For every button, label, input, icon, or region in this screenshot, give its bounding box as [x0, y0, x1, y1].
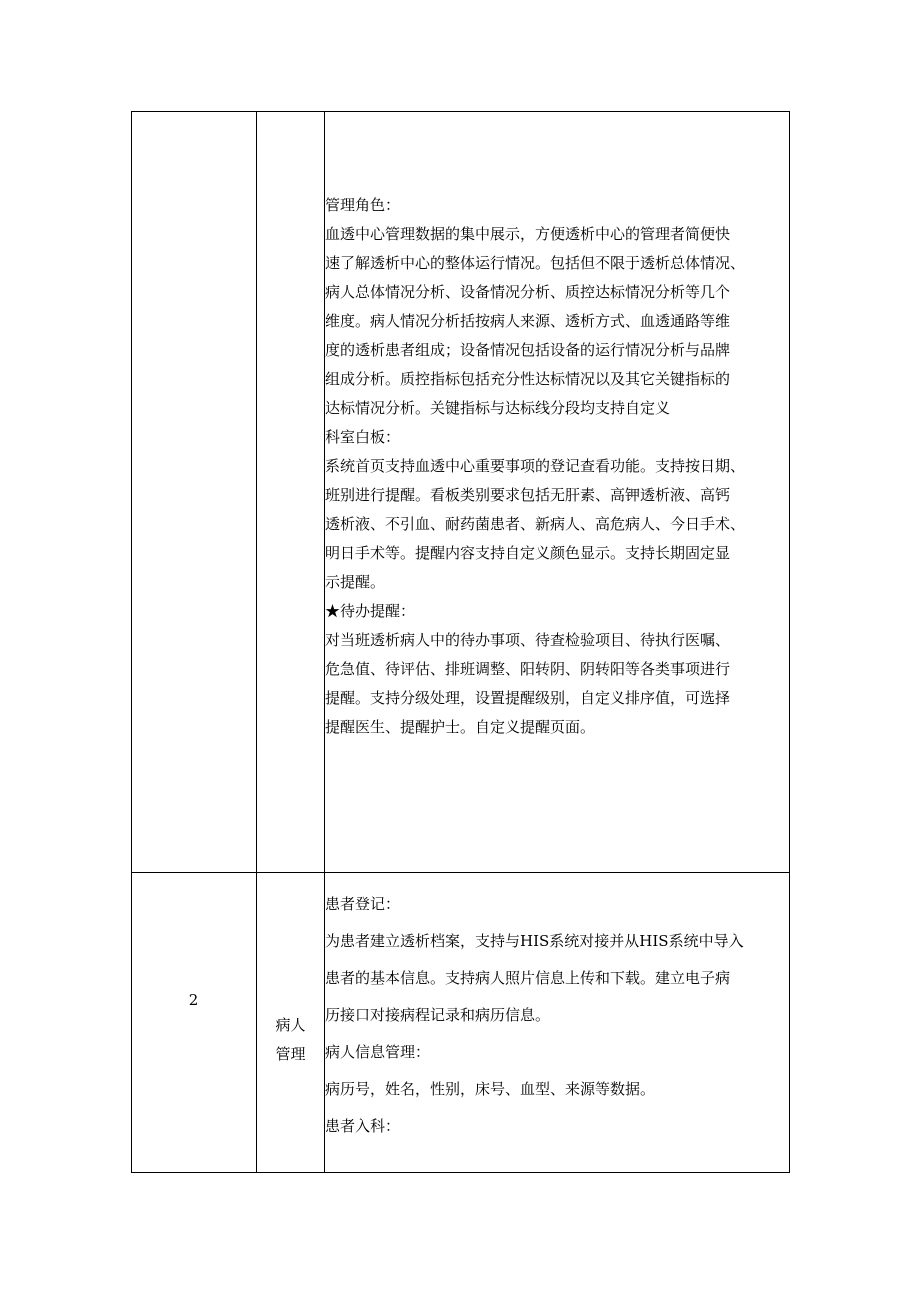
- table-border-bottom: [131, 1172, 790, 1173]
- requirements-table: [131, 111, 790, 1173]
- row1-line: 班别进行提醒。看板类别要求包括无肝素、高钾透析液、高钙: [325, 486, 731, 504]
- row2-line: 病人信息管理：: [325, 1043, 431, 1061]
- row2-line: 病历号，姓名，性别，床号、血型、来源等数据。: [325, 1080, 656, 1098]
- row2-line: 历接口对接病程记录和病历信息。: [325, 1006, 551, 1024]
- row2-category-line1: 病人: [275, 1016, 306, 1034]
- row1-line: 达标情况分析。关键指标与达标线分段均支持自定义: [325, 399, 671, 417]
- row1-line: 管理角色：: [325, 196, 401, 214]
- row2-line: 患者的基本信息。支持病人照片信息上传和下载。建立电子病: [325, 969, 731, 987]
- row1-line: 透析液、不引血、耐药菌患者、新病人、高危病人、今日手术、: [325, 515, 746, 533]
- row1-line: ★待办提醒：: [325, 602, 416, 620]
- row1-line: 对当班透析病人中的待办事项、待查检验项目、待执行医嘱、: [325, 631, 731, 649]
- row2-line: 患者入科：: [325, 1117, 401, 1135]
- row1-line: 危急值、待评估、排班调整、阳转阴、阴转阳等各类事项进行: [325, 660, 731, 678]
- table-border-right: [789, 111, 790, 1173]
- row1-line: 系统首页支持血透中心重要事项的登记查看功能。支持按日期、: [325, 457, 746, 475]
- row1-line: 明日手术等。提醒内容支持自定义颜色显示。支持长期固定显: [325, 544, 731, 562]
- row1-line: 速了解透析中心的整体运行情况。包括但不限于透析总体情况、: [325, 254, 746, 272]
- row2-category-line2: 管理: [275, 1045, 306, 1063]
- row1-line: 示提醒。: [325, 573, 386, 591]
- row-divider: [131, 872, 790, 873]
- row1-line: 度的透析患者组成；设备情况包括设备的运行情况分析与品牌: [325, 341, 731, 359]
- row2-line: 患者登记：: [325, 895, 401, 913]
- row2-content: [325, 886, 744, 1145]
- row2-line: 为患者建立透析档案，支持与HIS系统对接并从HIS系统中导入: [325, 932, 744, 950]
- row2-category: [257, 1011, 324, 1069]
- row1-line: 科室白板：: [325, 428, 401, 446]
- row1-line: 提醒医生、提醒护士。自定义提醒页面。: [325, 718, 596, 736]
- table-border-top: [131, 111, 790, 112]
- row1-content: [325, 191, 745, 742]
- row1-line: 组成分析。质控指标包括充分性达标情况以及其它关键指标的: [325, 370, 731, 388]
- row1-line: 病人总体情况分析、设备情况分析、质控达标情况分析等几个: [325, 283, 731, 301]
- row1-line: 血透中心管理数据的集中展示，方便透析中心的管理者简便快: [325, 225, 731, 243]
- table-border-left: [131, 111, 132, 1173]
- row1-line: 提醒。支持分级处理，设置提醒级别，自定义排序值，可选择: [325, 689, 731, 707]
- row2-number: 2: [188, 991, 199, 1009]
- row1-line: 维度。病人情况分析括按病人来源、透析方式、血透通路等维: [325, 312, 731, 330]
